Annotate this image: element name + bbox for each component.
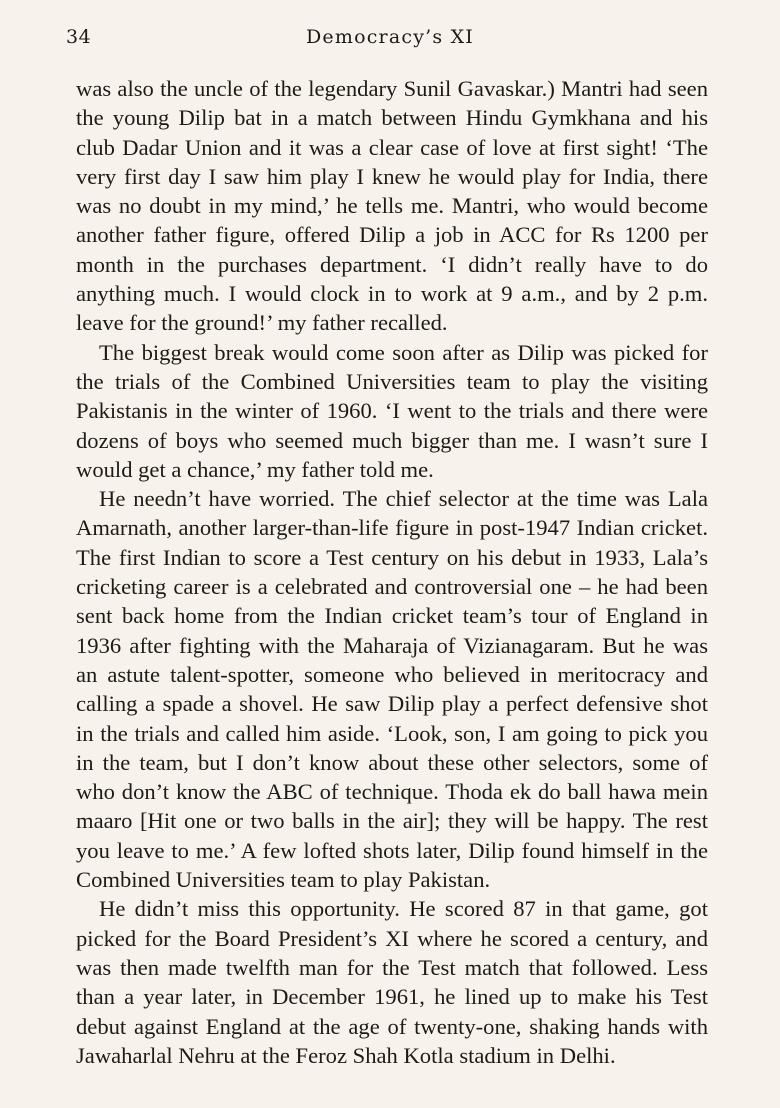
paragraph-1: was also the uncle of the legendary Sunil Gavaskar.) Mantri had seen the young Dilip bat in a match between Hindu Gymkhana and his club Dadar Union and it was a clear case of love at first sight! ‘The very first day I saw him play I knew he would play for India, there was no doubt in my mind,’ he tells me. Mantri, who would become another father figure, offered Dilip a job in ACC for Rs 1200 per month in the purchases department. ‘I didn’t really have to do anything much. I would clock in to work at 9 a.m., and by 2 p.m. leave for the ground!’ my father recalled. [76, 76, 708, 336]
running-title: Democracy’s XI [305, 26, 475, 48]
paragraph-2: The biggest break would come soon after as Dilip was picked for the trials of the Combined Universities team to play the visiting Pakistanis in the winter of 1960. ‘I went to the trials and there were dozens of boys who seemed much bigger than me. I wasn’t sure I would get a chance,’ my father told me. [76, 339, 708, 482]
body-text [76, 74, 708, 1070]
page-header [0, 22, 780, 52]
page-number: 34 [66, 26, 92, 48]
paragraph-3: He needn’t have worried. The chief selector at the time was Lala Amarnath, another larger-than-life figure in post-1947 Indian cricket. The first Indian to score a Test century on his debut in 1933, Lala’s cricketing career is a celebrated and controversial one – he had been sent back home from the Indian cricket team’s tour of England in 1936 after fighting with the Maharaja of Vizianagaram. But he was an astute talent-spotter, someone who believed in meritocracy and calling a spade a shovel. He saw Dilip play a perfect defensive shot in the trials and called him aside. ‘Look, son, I am going to pick you in the team, but I don’t know about these other selectors, some of who don’t know the ABC of technique. Thoda ek do ball hawa mein maaro [Hit one or two balls in the air]; they will be happy. The rest you leave to me.’ A few lofted shots later, Dilip found himself in the Combined Universities team to play Pakistan. [76, 486, 708, 893]
paragraph-4: He didn’t miss this opportunity. He scored 87 in that game, got picked for the Board President’s XI where he scored a century, and was then made twelfth man for the Test match that followed. Less than a year later, in December 1961, he lined up to make his Test debut against England at the age of twenty-one, shaking hands with Jawaharlal Nehru at the Feroz Shah Kotla stadium in Delhi. [76, 896, 708, 1068]
